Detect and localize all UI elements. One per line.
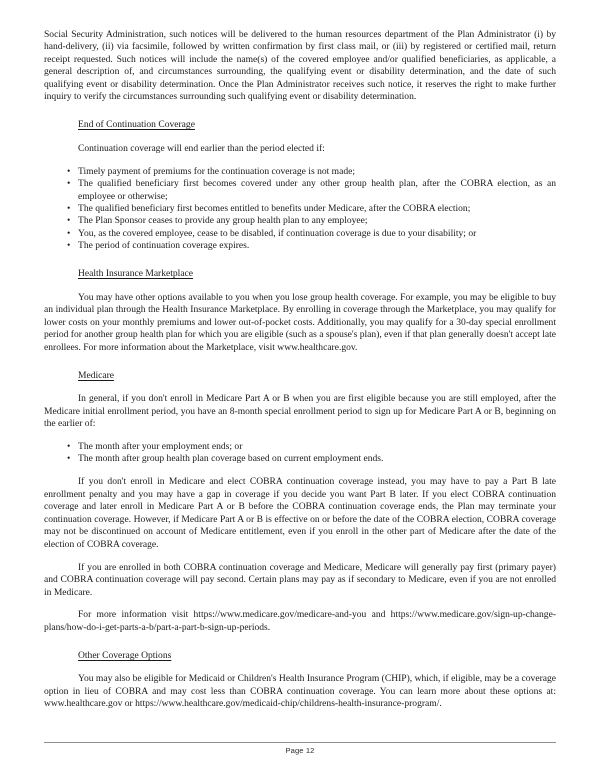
list-item: [44, 453, 556, 465]
paragraph-medicaid-chip: You may also be eligible for Medicaid or Children's Health Insurance Program (CHIP), which, if eligible, may be a coverage option in lieu of COBRA and may cost less than COBRA continuation coverage. You can learn more about these options at: www.healthcare.gov or https://www.healthcare.gov/medicaid-chip/childrens-health-insurance-program/.: [44, 673, 556, 710]
bullet-icon: •: [67, 440, 71, 452]
bullet-icon: •: [67, 203, 71, 215]
paragraph-continuation-intro: Continuation coverage will end earlier than the period elected if:: [78, 142, 325, 154]
section-heading-end-of-continuation-coverage: End of Continuation Coverage: [78, 119, 195, 131]
section-heading-other-coverage-options: Other Coverage Options: [78, 649, 172, 661]
page-body: [44, 29, 556, 721]
list-item-text: The qualified beneficiary first becomes entitled to benefits under Medicare, after the COBRA election;: [78, 203, 471, 215]
paragraph-medicare-primary-payer: If you are enrolled in both COBRA continuation coverage and Medicare, Medicare will generally pay first (primary payer) and COBRA continuation coverage will pay second. Certain plans may pay as if secondary to Medicare, even if you are not enrolled in Medicare.: [44, 561, 556, 598]
section-heading-health-insurance-marketplace-wrap: [44, 263, 556, 281]
bullet-icon: •: [67, 453, 71, 465]
bullet-icon: •: [67, 165, 71, 177]
bullet-icon: •: [67, 178, 71, 190]
section-heading-end-of-continuation-coverage-wrap: [44, 114, 556, 132]
list-item: [44, 240, 556, 252]
list-item-text: Timely payment of premiums for the continuation coverage is not made;: [78, 165, 355, 177]
paragraph-medicare-cobra-interaction: If you don't enroll in Medicare and elect COBRA continuation coverage instead, you may have to pay a Part B late enrollment penalty and you may have a gap in coverage if you decide you want Part B later. If you elect COBRA continuation coverage and later enroll in Medicare Part A or B before the COBRA continuation coverage ends, the Plan may terminate your continuation coverage. However, if Medicare Part A or B is effective on or before the date of the COBRA election, COBRA coverage may not be discontinued on account of Medicare entitlement, even if you enroll in the other part of Medicare after the date of the election of COBRA coverage.: [44, 476, 556, 550]
page-footer: [44, 742, 556, 756]
bullet-icon: •: [67, 227, 71, 239]
bullet-icon: •: [67, 215, 71, 227]
list-item-text: The month after group health plan coverage based on current employment ends.: [78, 453, 384, 465]
paragraph-notice-delivery: Social Security Administration, such notices will be delivered to the human resources department of the Plan Administrator (i) by hand-delivery, (ii) via facsimile, followed by written confirmation by first class mail, or (iii) by registered or certified mail, return receipt requested. Such notices will include the name(s) of the covered employee and/or qualified beneficiaries, as applicable, a general description of, and circumstances surrounding, the qualifying event or disability determination, and the date of such qualifying event or disability determination. Once the Plan Administrator receives such notice, it reserves the right to make further inquiry to verify the circumstances surrounding such qualifying event or disability determination.: [44, 29, 556, 103]
list-item-text: The month after your employment ends; or: [78, 440, 243, 452]
section-heading-health-insurance-marketplace: Health Insurance Marketplace: [78, 268, 194, 280]
bullet-icon: •: [67, 240, 71, 252]
bullet-list-end-of-continuation-coverage: [44, 166, 556, 253]
list-item-text: The qualified beneficiary first becomes covered under any other group health plan, after the COBRA election, as an employee or otherwise;: [78, 178, 556, 202]
list-item: [44, 178, 556, 203]
page-number: Page 12: [285, 745, 315, 755]
list-item: [44, 215, 556, 227]
list-item: [44, 166, 556, 178]
list-item: [44, 228, 556, 240]
list-item: [44, 441, 556, 453]
list-item-text: The Plan Sponsor ceases to provide any group health plan to any employee;: [78, 215, 368, 227]
list-item: [44, 203, 556, 215]
list-item-text: You, as the covered employee, cease to be disabled, if continuation coverage is due to your disability; or: [78, 227, 477, 239]
paragraph-medicare-intro: In general, if you don't enroll in Medicare Part A or B when you are first eligible because you are still employed, after the Medicare initial enrollment period, you have an 8-month special enrollment period to sign up for Medicare Part A or B, beginning on the earlier of:: [44, 393, 556, 430]
paragraph-marketplace-options: You may have other options available to you when you lose group health coverage. For example, you may be eligible to buy an individual plan through the Health Insurance Marketplace. By enrolling in coverage through the Marketplace, you may qualify for lower costs on your monthly premiums and lower out-of-pocket costs. Additionally, you may qualify for a 30-day special enrollment period for another group health plan for which you are eligible (such as a spouse's plan), even if that plan generally doesn't accept late enrollees. For more information about the Marketplace, visit www.healthcare.gov.: [44, 291, 556, 353]
section-heading-other-coverage-options-wrap: [44, 645, 556, 663]
list-item-text: The period of continuation coverage expires.: [78, 240, 250, 252]
section-heading-medicare: Medicare: [78, 369, 115, 381]
bullet-list-medicare-enrollment: [44, 441, 556, 466]
section-heading-medicare-wrap: [44, 365, 556, 383]
paragraph-medicare-more-information: For more information visit https://www.medicare.gov/medicare-and-you and https://www.medicare.gov/sign-up-change-plans/how-do-i-get-parts-a-b/part-a-part-b-sign-up-periods.: [44, 609, 556, 633]
